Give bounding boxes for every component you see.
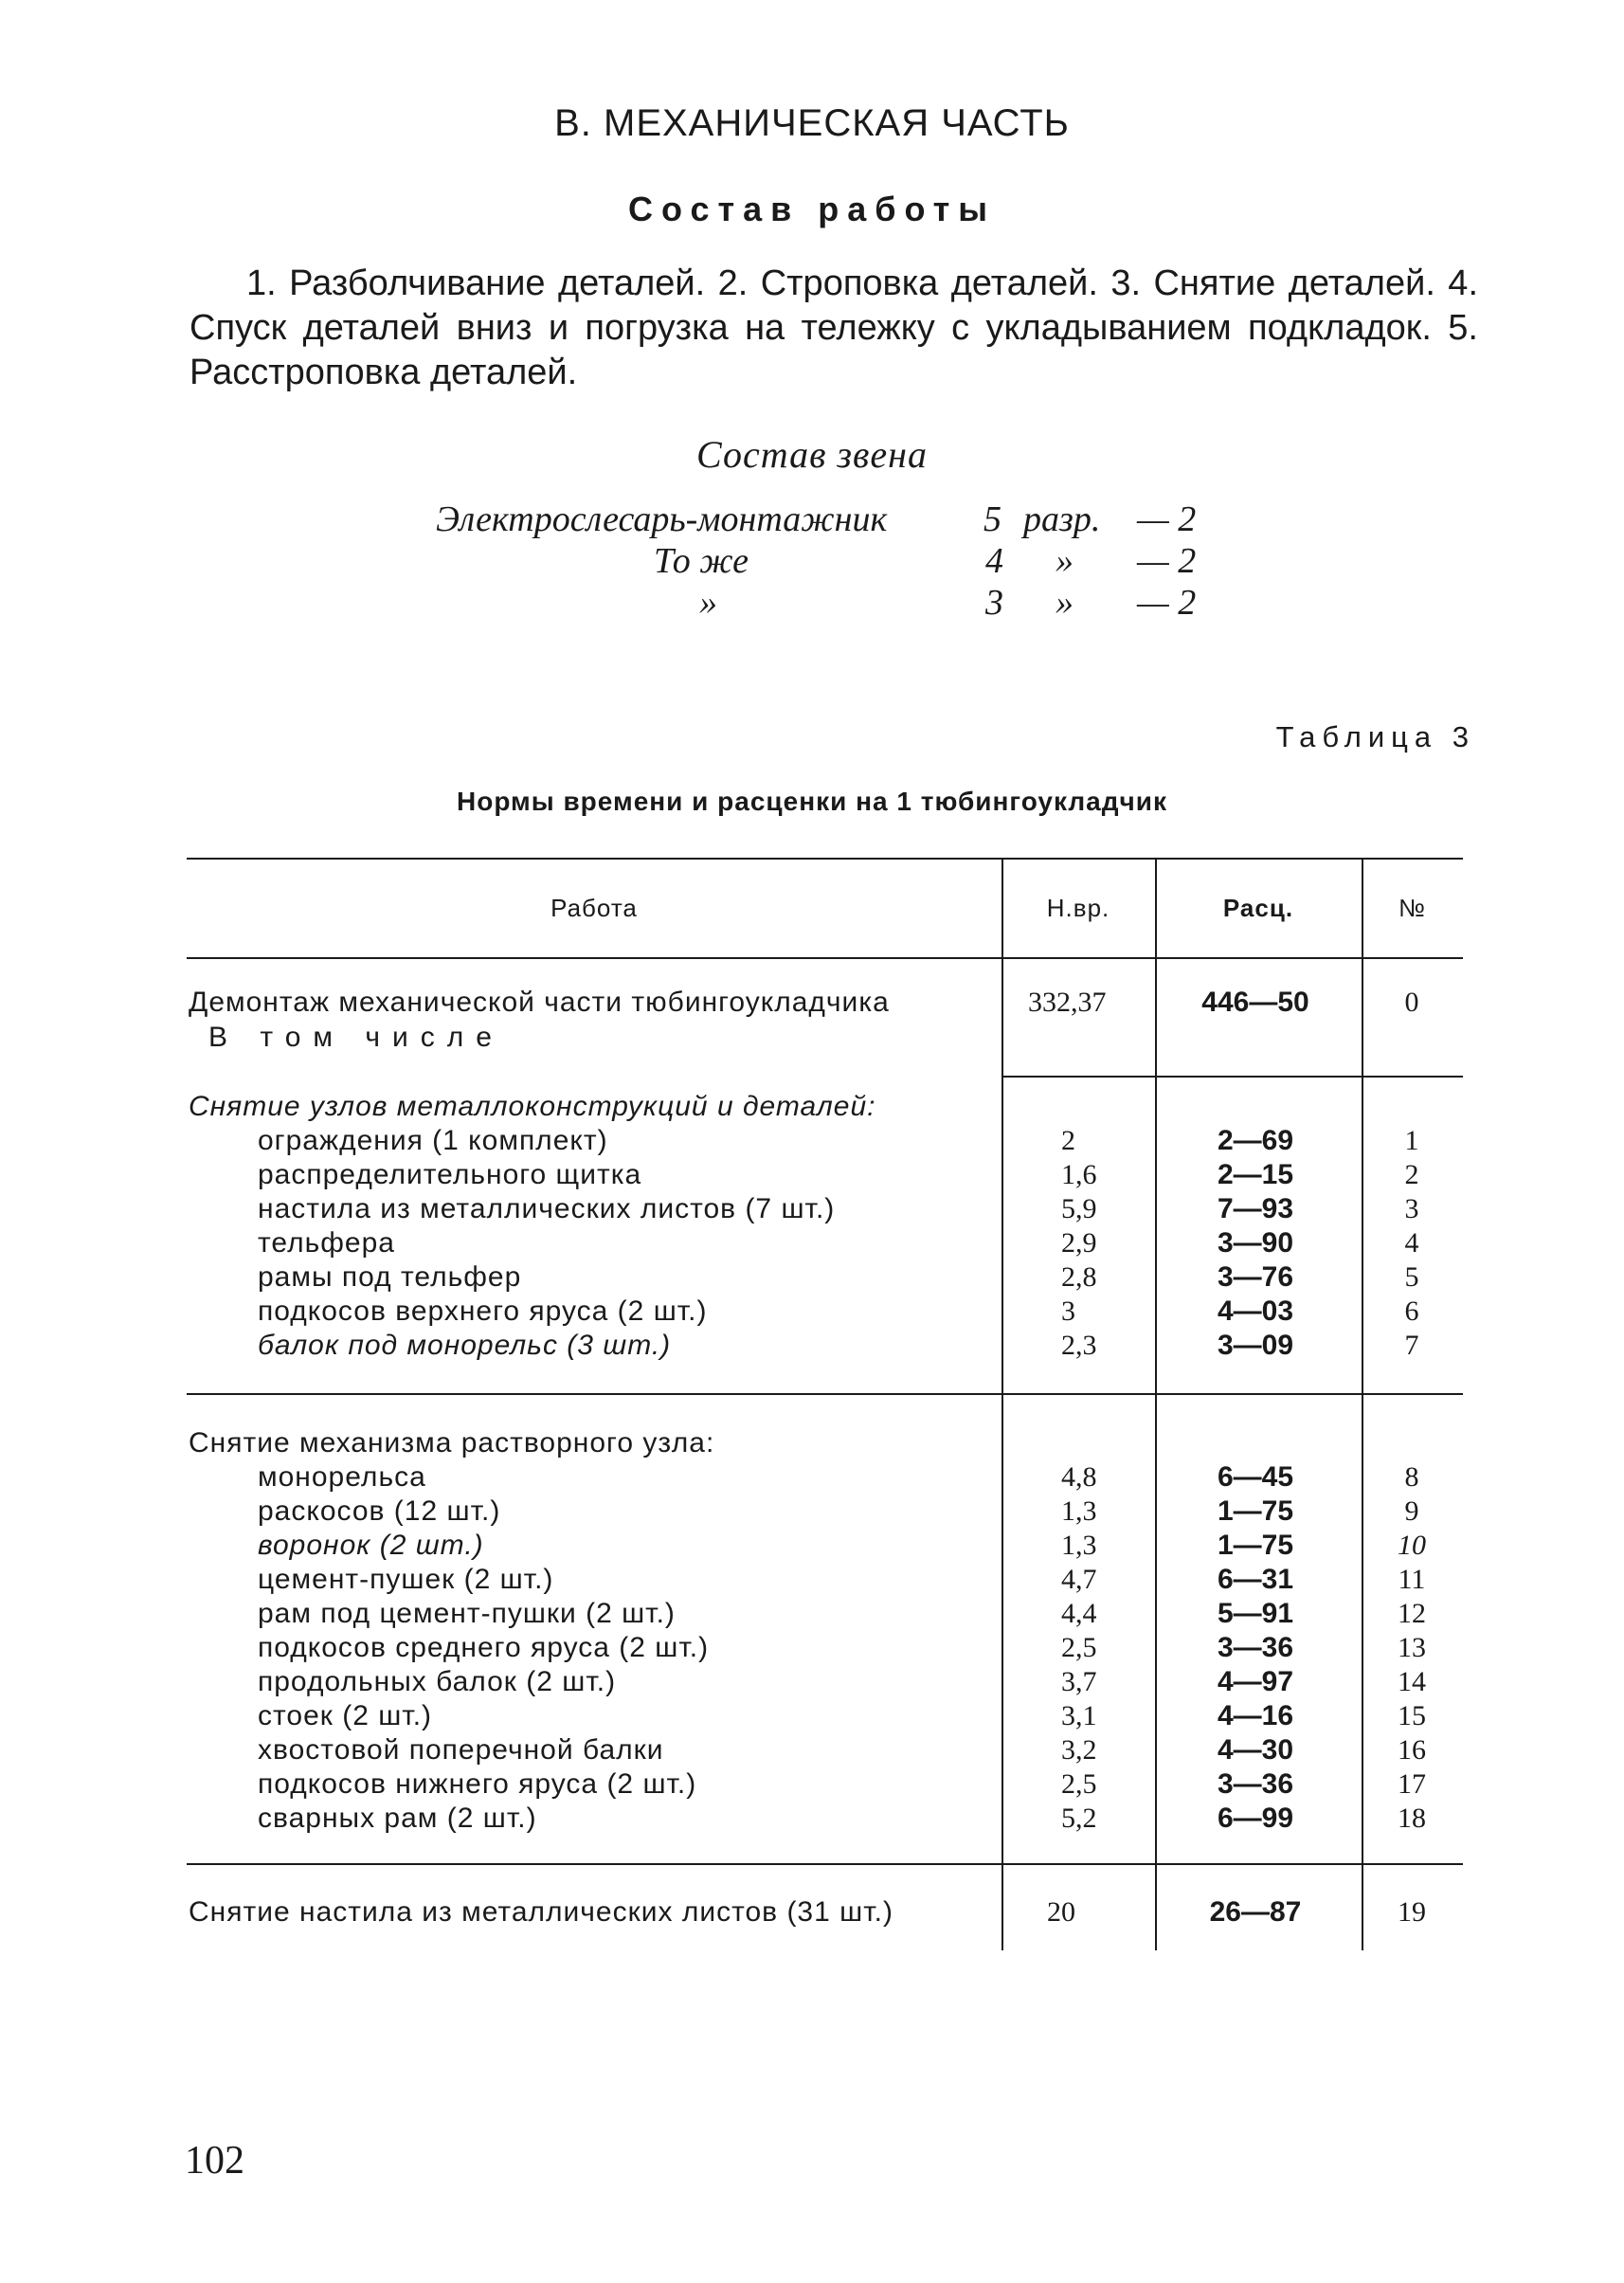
work-composition-text: 1. Разболчивание деталей. 2. Строповка деталей. 3. Снятие деталей. 4. Спуск деталей вниз и погрузка на тележку с укладыванием подкладок. 5. Расстроповка деталей.	[189, 263, 1478, 392]
table-row-time: 2,9	[1061, 1227, 1097, 1259]
table-row-no: 10	[1398, 1530, 1426, 1561]
crew-count: — 2	[1137, 541, 1197, 581]
header-no: №	[1398, 894, 1426, 922]
table-row-work: воронок (2 шт.)	[258, 1530, 484, 1561]
group-heading: Снятие узлов металлоконструкций и деталей:	[189, 1091, 876, 1122]
table-row-no: 7	[1404, 1330, 1419, 1361]
table-row-rate: 3—09	[1217, 1330, 1294, 1361]
table-row-work: продольных балок (2 шт.)	[258, 1666, 617, 1697]
table-row-no: 11	[1398, 1564, 1426, 1595]
table-row-time: 2,5	[1061, 1768, 1097, 1800]
table-row-no: 13	[1398, 1632, 1426, 1663]
crew-grade: 3	[985, 583, 1003, 623]
table-row-work: подкосов нижнего яруса (2 шт.)	[258, 1768, 697, 1800]
table-row-work: подкосов среднего яруса (2 шт.)	[258, 1632, 710, 1663]
header-work: Работа	[550, 894, 638, 922]
table-row-work: монорельса	[258, 1461, 426, 1493]
table-row-rate: 6—45	[1217, 1461, 1294, 1493]
work-composition-heading: Состав работы	[627, 190, 997, 228]
table-row-rate: 4—03	[1217, 1296, 1294, 1327]
table-row-no: 0	[1404, 987, 1419, 1018]
table-row-work: тельфера	[258, 1227, 395, 1259]
table-row-no: 5	[1404, 1261, 1419, 1293]
table-row-work: распределительного щитка	[258, 1159, 642, 1190]
table-row-time: 5,2	[1061, 1803, 1097, 1834]
table-row-no: 14	[1398, 1666, 1426, 1697]
table-row-rate: 4—16	[1217, 1700, 1294, 1731]
table-row-rate: 3—90	[1217, 1227, 1294, 1259]
crew-unit: »	[1056, 583, 1074, 623]
crew-grade: 5	[983, 499, 1001, 539]
table-row-time: 2,3	[1061, 1330, 1097, 1361]
crew-unit: »	[1056, 541, 1074, 581]
table-row-rate: 7—93	[1217, 1193, 1294, 1224]
crew-row-1	[0, 498, 1624, 542]
table-row-time: 332,37	[1028, 987, 1107, 1018]
table-row-work: балок под монорельс (3 шт.)	[258, 1330, 672, 1361]
table-row-time: 4,7	[1061, 1564, 1097, 1595]
table-row-no: 1	[1404, 1125, 1419, 1156]
header-rate: Расц.	[1222, 894, 1294, 922]
table-row-time: 3,7	[1061, 1666, 1097, 1697]
crew-role: Электрослесарь-монтажник	[436, 499, 888, 539]
table-row-rate: 26—87	[1209, 1896, 1302, 1928]
table-row-work: хвостовой поперечной балки	[258, 1734, 664, 1766]
table-row-no: 9	[1404, 1495, 1419, 1527]
table-row-work: Снятие настила из металлических листов (31 шт.)	[189, 1896, 893, 1928]
table-row-rate: 446—50	[1201, 987, 1309, 1018]
table-row-no: 19	[1398, 1896, 1426, 1928]
table-row-no: 2	[1404, 1159, 1419, 1190]
table-row-time: 1,3	[1061, 1495, 1097, 1527]
table-row-work: рам под цемент-пушки (2 шт.)	[258, 1598, 676, 1629]
table-row-time: 20	[1047, 1896, 1075, 1928]
table-row-no: 15	[1398, 1700, 1426, 1731]
crew-count: — 2	[1137, 583, 1197, 623]
table-row-no: 3	[1404, 1193, 1419, 1224]
table-row-time: 3	[1061, 1296, 1075, 1327]
crew-heading: Состав звена	[695, 433, 928, 476]
table-row-time: 2,8	[1061, 1261, 1097, 1293]
table-row-work: подкосов верхнего яруса (2 шт.)	[258, 1296, 708, 1327]
group-rule-1	[1001, 1076, 1463, 1078]
table-row-time: 4,4	[1061, 1598, 1097, 1629]
table-row-rate: 5—91	[1217, 1598, 1294, 1629]
table-row-work: цемент-пушек (2 шт.)	[258, 1564, 554, 1595]
section-title: В. МЕХАНИЧЕСКАЯ ЧАСТЬ	[554, 102, 1070, 144]
table-row-work: стоек (2 шт.)	[258, 1700, 433, 1731]
table-row-time: 5,9	[1061, 1193, 1097, 1224]
column-divider-time	[1001, 858, 1003, 1950]
table-row-no: 8	[1404, 1461, 1419, 1493]
table-row-time: 1,6	[1061, 1159, 1097, 1190]
table-row-time: 2,5	[1061, 1632, 1097, 1663]
table-row-rate: 3—76	[1217, 1261, 1294, 1293]
header-time: Н.вр.	[1046, 894, 1110, 922]
table-top-rule	[187, 858, 1463, 860]
table-row-work: В том числе	[208, 1022, 504, 1053]
table-row-no: 18	[1398, 1803, 1426, 1834]
table-row-rate: 3—36	[1217, 1632, 1294, 1663]
page-number: 102	[185, 2139, 244, 2183]
crew-role: »	[699, 583, 717, 623]
table-row-rate: 6—99	[1217, 1803, 1294, 1834]
table-row-work: раскосов (12 шт.)	[258, 1495, 501, 1527]
table-row-work: рамы под тельфер	[258, 1261, 522, 1293]
table-row-time: 2	[1061, 1125, 1075, 1156]
table-row-work: сварных рам (2 шт.)	[258, 1803, 537, 1834]
crew-row-3	[0, 582, 1624, 625]
table-row-no: 12	[1398, 1598, 1426, 1629]
crew-row-2	[0, 540, 1624, 584]
table-row-work: настила из металлических листов (7 шт.)	[258, 1193, 836, 1224]
table-row-rate: 4—30	[1217, 1734, 1294, 1766]
table-row-time: 3,2	[1061, 1734, 1097, 1766]
table-row-rate: 6—31	[1217, 1564, 1294, 1595]
table-header-rule	[187, 957, 1463, 959]
table-row-rate: 2—15	[1217, 1159, 1294, 1190]
crew-count: — 2	[1137, 499, 1197, 539]
table-row-no: 4	[1404, 1227, 1419, 1259]
table-row-no: 16	[1398, 1734, 1426, 1766]
table-row-no: 17	[1398, 1768, 1426, 1800]
group-heading: Снятие механизма растворного узла:	[189, 1427, 715, 1459]
table-row-time: 4,8	[1061, 1461, 1097, 1493]
table-row-work: ограждения (1 комплект)	[258, 1125, 608, 1156]
table-row-rate: 4—97	[1217, 1666, 1294, 1697]
group-rule-2	[187, 1393, 1463, 1395]
table-row-work: Демонтаж механической части тюбингоукладчика	[189, 987, 890, 1018]
crew-unit: разр.	[1023, 499, 1101, 539]
table-row-rate: 1—75	[1217, 1495, 1294, 1527]
crew-role: То же	[654, 541, 749, 581]
group-rule-3	[187, 1863, 1463, 1865]
table-row-rate: 2—69	[1217, 1125, 1294, 1156]
crew-grade: 4	[985, 541, 1003, 581]
column-divider-no	[1362, 858, 1363, 1950]
table-row-no: 6	[1404, 1296, 1419, 1327]
table-label: Таблица 3	[1275, 720, 1475, 753]
table-title: Нормы времени и расценки на 1 тюбингоукладчик	[457, 787, 1167, 816]
table-row-rate: 3—36	[1217, 1768, 1294, 1800]
table-row-time: 1,3	[1061, 1530, 1097, 1561]
table-row-rate: 1—75	[1217, 1530, 1294, 1561]
table-row-time: 3,1	[1061, 1700, 1097, 1731]
